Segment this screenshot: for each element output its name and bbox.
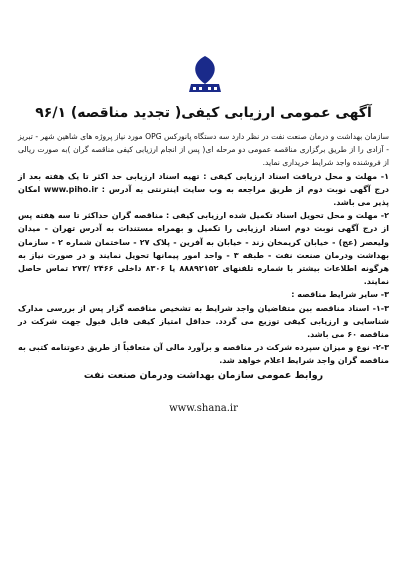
section-2-body: مناقصه گران حداکثر تا سه هفته پس از درج آگهی نوبت دوم اسناد ارزیابی را تکمیل و بهمراه مستندات به آدرس تهران - میدان ولیعصر (عج) - خیابان کریمخان زند - خیابان به آفرین - پلاک ۲۷ - ساختمان شماره ۲ - سازمان بهداشت ودرمان صنعت نفت - طبقه ۳ - واحد امور پیمانها تحویل نمایند و در صورت نیاز به هرگونه اطلاعات بیشتر با شماره تلفنهای ۸۸۸۹۲۱۵۲ یا ۸۳۰۶ داخلی ۲۴۶۶ /۲۷۳ تماس حاصل نمایند.: [18, 211, 390, 287]
nioc-logo-icon: [185, 54, 225, 96]
section-1-tail: امکان پذیر می باشد.: [18, 184, 389, 208]
intro-paragraph: سازمان بهداشت و درمان صنعت نفت در نظر دارد سه دستگاه پانورکس OPG مورد نیاز پروژه های شاهین شهر - تبریز - آزادی را از طریق برگزاری مناقصه عمومی دو مرحله ای( پس از انجام ارزیابی کیفی مناقصه گران )به صورت ریالی از فروشنده واجد شرایط خریداری نماید.: [18, 132, 389, 168]
section-3-item-1: ۱-۳- اسناد مناقصه بین متقاضیان واجد شرایط به تشخیص مناقصه گزار پس از بررسی مدارک شناسایی و ارزیابی کیفی توزیع می گردد. حداقل امتیاز کیفی قابل قبول جهت شرکت در مناقصه ۶۰ می باشد.: [18, 303, 389, 340]
section-3-item-2: ۲-۳- نوع و میزان سپرده شرکت در مناقصه و برآورد مالی آن متعاقباً از طریق دعوتنامه کتبی به مناقصه گران واجد شرایط اعلام خواهد شد.: [18, 343, 389, 366]
notice-title: آگهی عمومی ارزیابی کیفی( تجدید مناقصه) ۹۶/۱: [35, 105, 372, 121]
section-2-heading: ۲- مهلت و محل تحویل اسناد تکمیل شده ارزیابی کیفی :: [165, 211, 390, 221]
notice-page: [18, 18, 389, 558]
section-2: [18, 209, 389, 288]
section-3-heading: ۳- سایر شرایط مناقصه :: [291, 290, 389, 300]
notice-body: [18, 130, 389, 368]
footer-organization: روابط عمومی سازمان بهداشت ودرمان صنعت نفت: [83, 370, 324, 381]
section-1-body: نوبت دوم از طریق مراجعه به وب سایت اینترنتی به آدرس :: [101, 184, 347, 194]
section-1: [18, 170, 389, 210]
piho-website-link[interactable]: www.piho.ir: [43, 184, 99, 194]
shana-website-link[interactable]: www.shana.ir: [169, 403, 238, 414]
section-1-heading: ۱- مهلت و محل دریافت اسناد ارزیابی کیفی : تهیه اسناد ارزیابی حد اکثر تا یک هفته بعد از درج آگهی: [18, 171, 390, 194]
